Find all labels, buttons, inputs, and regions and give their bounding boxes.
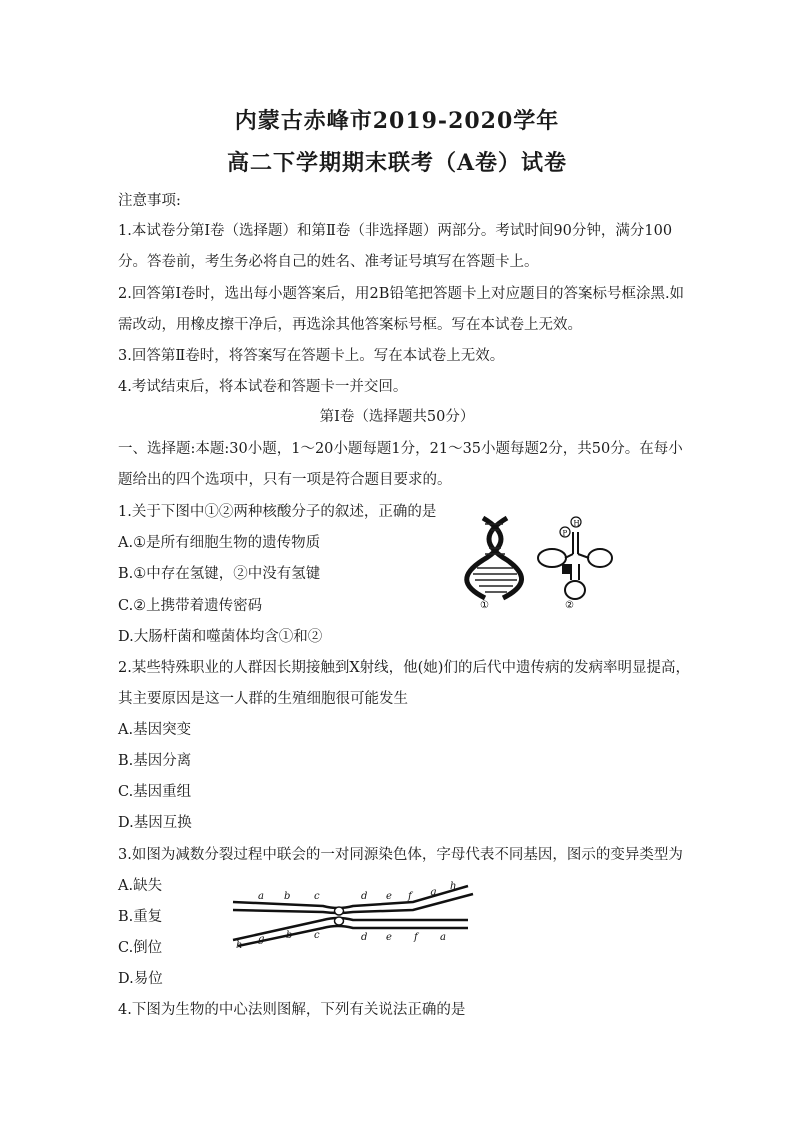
gene-top-a: a — [258, 891, 264, 902]
q2-stem-a: 2.某些特殊职业的人群因长期接触到X射线，他(她)们的后代中遗传病的发病率明显提高， — [118, 660, 690, 676]
gene-bottom-d: d — [361, 932, 368, 943]
notice-heading: 注意事项: — [118, 193, 181, 209]
q3-stem: 3.如图为减数分裂过程中联会的一对同源染色体，字母代表不同基因，图示的变异类型为 — [118, 847, 683, 863]
q2-option-a: A.基因突变 — [118, 722, 192, 738]
gene-top-f: f — [408, 891, 412, 902]
q1-option-d: D.大肠杆菌和噬菌体均含①和② — [118, 629, 323, 645]
title-line-1: 内蒙古赤峰市2019-2020学年 — [234, 108, 560, 134]
notice-item-1a: 1.本试卷分第Ⅰ卷（选择题）和第Ⅱ卷（非选择题）两部分。考试时间90分钟，满分100 — [118, 223, 673, 239]
q4-stem: 4.下图为生物的中心法则图解，下列有关说法正确的是 — [118, 1002, 466, 1018]
section-title: 第Ⅰ卷（选择题共50分） — [319, 409, 475, 425]
q2-option-c: C.基因重组 — [118, 784, 192, 800]
title-line-2: 高二下学期期末联考（A卷）试卷 — [226, 150, 568, 176]
figure-label-1: ① — [480, 600, 489, 610]
notice-item-1b: 分。答卷前，考生务必将自己的姓名、准考证号填写在答题卡上。 — [118, 254, 539, 270]
q3-option-c: C.倒位 — [118, 940, 163, 956]
section-intro-a: 一、选择题:本题:30小题，1～20小题每题1分，21～35小题每题2分，共50分。在每小 — [118, 441, 683, 457]
trna-cloverleaf-figure — [538, 529, 612, 599]
q3-chromosome-figure — [228, 880, 478, 950]
q2-stem-b: 其主要原因是这一人群的生殖细胞很可能发生 — [118, 691, 408, 707]
q2-option-b: B.基因分离 — [118, 753, 192, 769]
gene-top-e: e — [386, 891, 392, 902]
figure-label-2: ② — [565, 600, 574, 610]
dna-double-helix-figure — [467, 518, 522, 598]
q2-option-d: D.基因互换 — [118, 815, 192, 831]
q1-option-a: A.①是所有细胞生物的遗传物质 — [118, 535, 321, 551]
gene-bottom-f: f — [414, 932, 418, 943]
q1-stem: 1.关于下图中①②两种核酸分子的叙述，正确的是 — [118, 504, 437, 520]
gene-bottom-h: h — [236, 940, 243, 950]
gene-bottom-e: e — [386, 932, 392, 943]
q1-option-b: B.①中存在氢键，②中没有氢键 — [118, 566, 321, 582]
gene-top-c: c — [314, 891, 320, 902]
section-intro-b: 题给出的四个选项中，只有一项是符合题目要求的。 — [118, 472, 452, 488]
gene-top-h: h — [450, 881, 457, 892]
gene-bottom-g: g — [258, 934, 265, 945]
gene-bottom-b: b — [286, 930, 293, 941]
q1-figure — [455, 510, 625, 610]
notice-item-3: 3.回答第Ⅱ卷时，将答案写在答题卡上。写在本试卷上无效。 — [118, 348, 505, 364]
trna-h-mark: H — [573, 519, 580, 528]
q3-option-d: D.易位 — [118, 971, 163, 987]
q1-option-c: C.②上携带着遗传密码 — [118, 598, 263, 614]
gene-bottom-c: c — [314, 930, 320, 941]
gene-bottom-a: a — [440, 932, 446, 943]
trna-p-mark: P — [562, 529, 568, 538]
notice-item-2a: 2.回答第Ⅰ卷时，选出每小题答案后，用2B铅笔把答题卡上对应题目的答案标号框涂黑.如 — [118, 286, 685, 302]
gene-top-b: b — [284, 891, 291, 902]
q3-option-b: B.重复 — [118, 909, 163, 925]
notice-item-4: 4.考试结束后，将本试卷和答题卡一并交回。 — [118, 379, 408, 395]
gene-top-g: g — [430, 887, 437, 898]
q3-option-a: A.缺失 — [118, 878, 163, 894]
gene-top-d: d — [361, 891, 368, 902]
notice-item-2b: 需改动，用橡皮擦干净后，再选涂其他答案标号框。写在本试卷上无效。 — [118, 317, 582, 333]
